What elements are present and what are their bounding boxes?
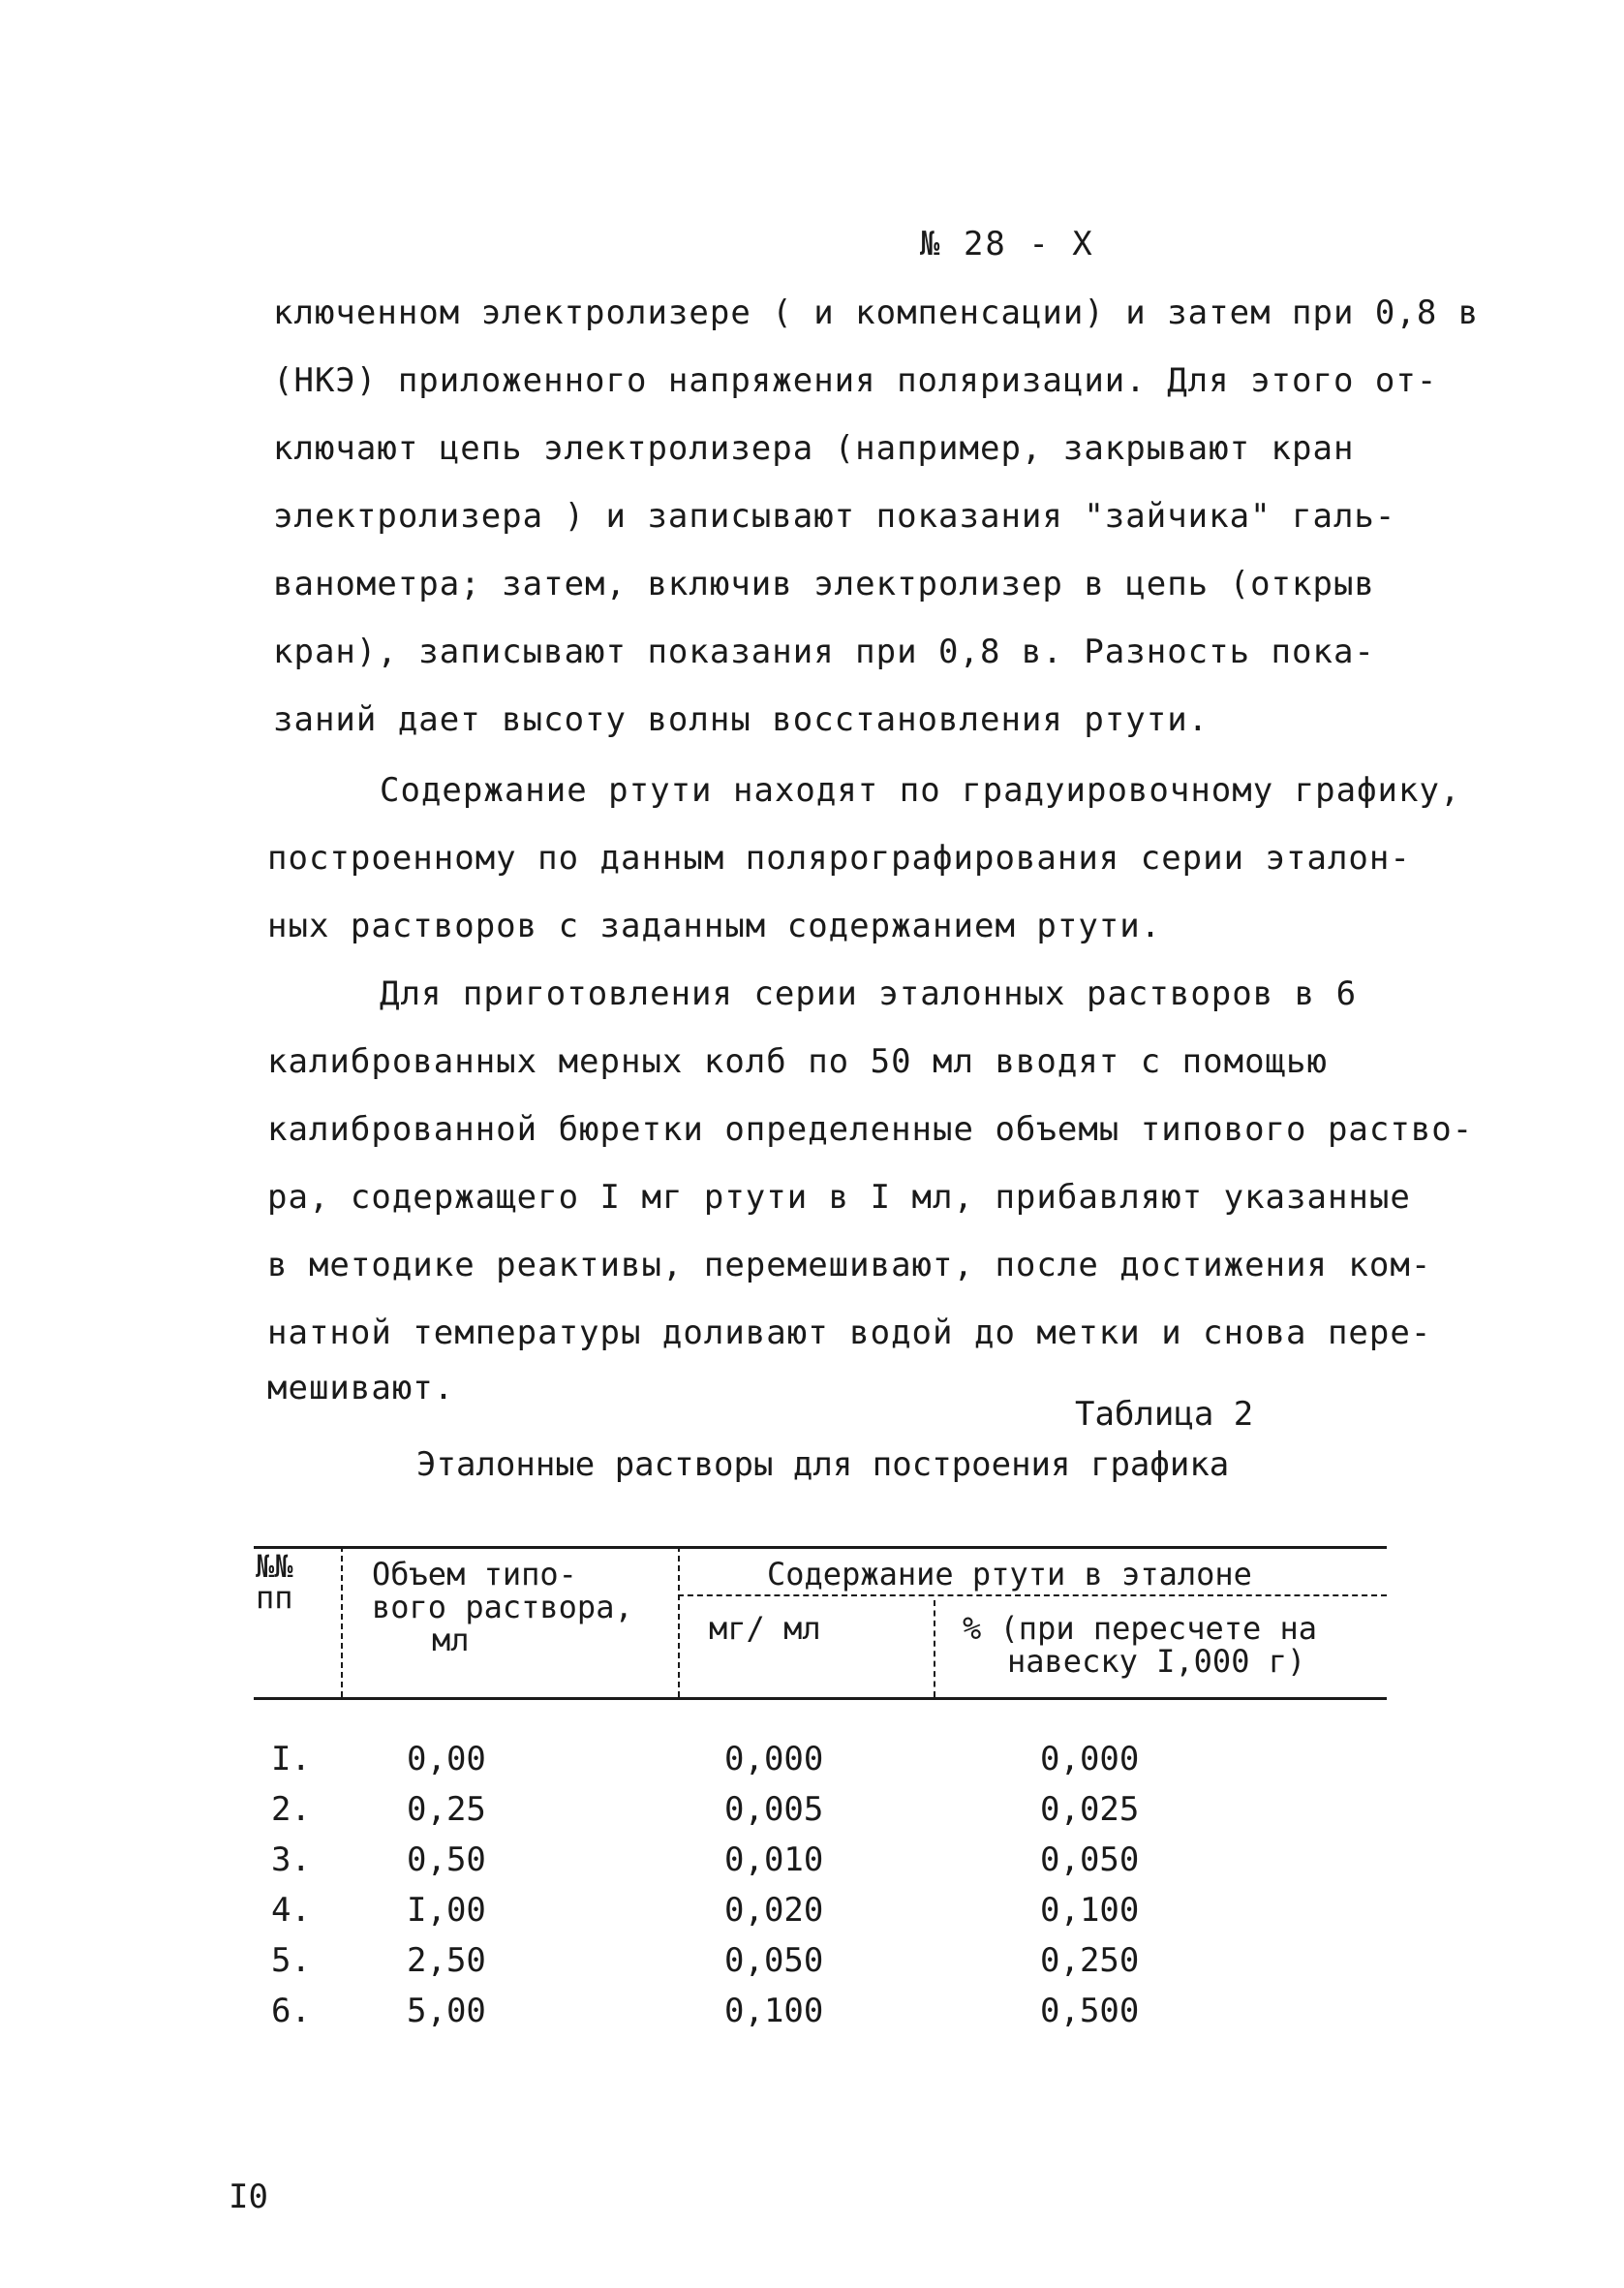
header-num-bottom: пп [256,1579,293,1616]
table-cell-percent: 0,500 [1040,1992,1140,2030]
text-line: в методике реактивы, перемешивают, после достижения ком- [267,1246,1432,1284]
page-number: I0 [229,2178,268,2216]
text-line: (НКЭ) приложенного напряжения поляризации. Для этого от- [273,361,1438,400]
header-num-top: №№ [256,1548,293,1585]
text-line: ра, содержащего I мг ртути в I мл, прибавляют указанные [267,1178,1411,1217]
paragraph-first-line: Содержание ртути находят по градуировочному графику, [380,771,1461,810]
header-content: Содержание ртути в эталоне [767,1556,1252,1592]
table-cell-percent: 0,000 [1040,1740,1140,1778]
header-percent-line1: % (при пересчете на [963,1610,1318,1647]
table-title: Эталонные растворы для построения графика [416,1445,1230,1484]
table-header-bottom-rule [254,1697,1387,1700]
header-volume-line2: вого раствора, [372,1589,633,1625]
table-cell-num: 5. [271,1941,311,1980]
text-line: заний дает высоту волны восстановления ртути. [273,700,1210,739]
text-line: калиброванной бюретки определенные объемы типового раство- [267,1110,1474,1149]
table-cell-volume: 0,25 [407,1790,486,1829]
table-cell-volume: I,00 [407,1891,486,1930]
text-line: ключенном электролизере ( и компенсации) и затем при 0,8 в [273,294,1480,332]
table-cell-volume: 2,50 [407,1941,486,1980]
paragraph-first-line: Для приготовления серии эталонных растворов в 6 [380,974,1358,1013]
table-cell-num: 2. [271,1790,311,1829]
table-cell-percent: 0,250 [1040,1941,1140,1980]
table-cell-percent: 0,025 [1040,1790,1140,1829]
table-subheader-rule [678,1594,1387,1596]
table-caption: Таблица 2 [1075,1395,1254,1434]
text-line: натной температуры доливают водой до метки и снова пере- [267,1314,1432,1352]
table-cell-mg-ml: 0,050 [724,1941,824,1980]
table-cell-mg-ml: 0,010 [724,1840,824,1879]
text-line: мешивают. [267,1369,455,1407]
table-cell-num: 6. [271,1992,311,2030]
table-cell-volume: 5,00 [407,1992,486,2030]
text-line: ных растворов с заданным содержанием ртути. [267,907,1162,945]
text-line: ванометра; затем, включив электролизер в цепь (открыв [273,565,1375,603]
table-cell-percent: 0,050 [1040,1840,1140,1879]
table-cell-mg-ml: 0,000 [724,1740,824,1778]
header-percent-line2: навеску I,000 г) [1007,1643,1306,1680]
text-line: кран), записывают показания при 0,8 в. Разность пока- [273,633,1375,671]
text-line: электролизера ) и записывают показания "зайчика" галь- [273,497,1396,536]
table-cell-num: 3. [271,1840,311,1879]
table-cell-volume: 0,50 [407,1840,486,1879]
document-number: № 28 - X [920,225,1094,263]
table-cell-num: 4. [271,1891,311,1930]
table-cell-num: I. [271,1740,311,1778]
table-cell-mg-ml: 0,005 [724,1790,824,1829]
table-column-divider [341,1546,343,1697]
header-volume-line3: мл [432,1622,470,1658]
header-mg-per-ml: мг/ мл [709,1610,821,1647]
table-cell-mg-ml: 0,020 [724,1891,824,1930]
table-cell-volume: 0,00 [407,1740,486,1778]
table-column-divider [678,1546,680,1697]
table-column-divider [934,1600,935,1697]
header-volume-line1: Объем типо- [372,1556,577,1592]
table-cell-percent: 0,100 [1040,1891,1140,1930]
table-top-rule [254,1546,1387,1549]
text-line: калиброванных мерных колб по 50 мл вводят с помощью [267,1042,1328,1081]
text-line: ключают цепь электролизера (например, закрывают кран [273,429,1355,468]
text-line: построенному по данным полярографирования серии эталон- [267,839,1411,878]
table-cell-mg-ml: 0,100 [724,1992,824,2030]
